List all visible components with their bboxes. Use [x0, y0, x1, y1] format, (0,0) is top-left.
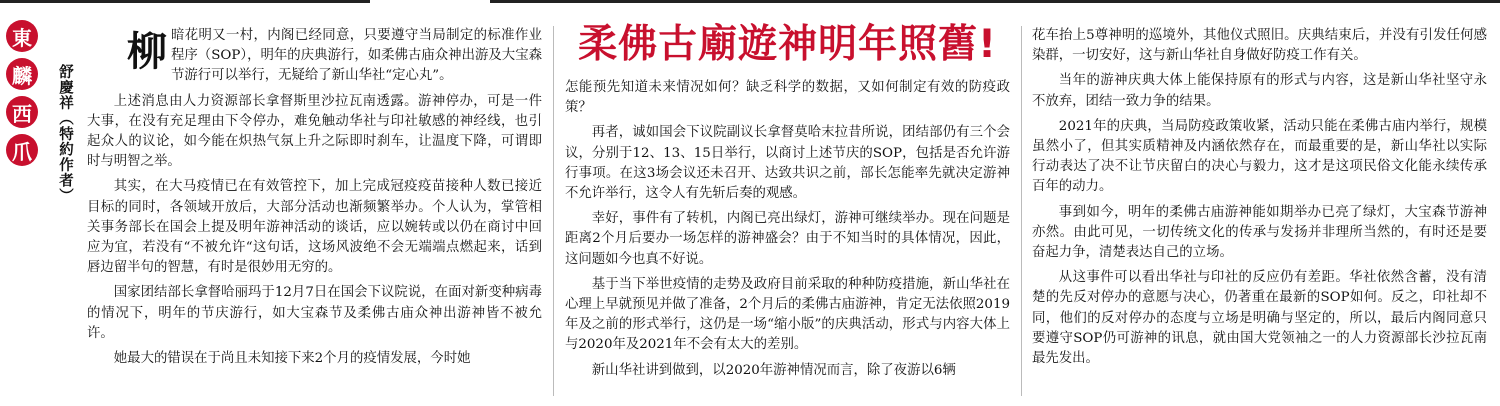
headline: 柔佛古廟遊神明年照舊! [578, 22, 997, 67]
column-name-badge [6, 20, 40, 166]
article-paragraph: 幸好，事件有了转机，内阁已亮出绿灯，游神可继续举办。现在问题是距离2个月后要办一场怎样的游神盛会？由于不知当时的具体情况，因此，这问题如今也真不好说。 [565, 211, 1010, 267]
article-paragraph: 事到如今，明年的柔佛古庙游神能如期举办已亮了绿灯，大宝森节游神亦然。由此可见，一切传统文化的传承与发扬并非理所当然的，有时还是要奋起力争，清楚表达自己的立场。 [1032, 204, 1487, 261]
article-paragraph [87, 26, 542, 87]
article-column-1 [87, 26, 542, 374]
author-byline: 舒慶祥（特約作者） [57, 64, 73, 204]
article-paragraph: 2021年的庆典，当局防疫政策收紧，活动只能在柔佛古庙内举行，规模虽然小了，但其实质精神及内涵依然存在，而最重要的是，新山华社以实际行动表达了决不让节庆留白的决心与毅力，这才是这项民俗文化能永续传承百年的动力。 [1032, 118, 1487, 195]
article-paragraph: 国家团结部长拿督哈丽玛于12月7日在国会下议院说，在面对新变种病毒的情况下，明年的节庆游行，如大宝森节及柔佛古庙众神出游神皆不被允许。 [87, 285, 542, 341]
column-name-char: 東 [6, 20, 38, 52]
column-name-char: 爪 [6, 134, 38, 166]
article-paragraph: 当年的游神庆典大体上能保持原有的形式与内容，这是新山华社坚守永不放弃，团结一致力争的结果。 [1032, 73, 1487, 109]
top-rule-gap [370, 0, 490, 3]
article-paragraph: 再者，诚如国会下议院副议长拿督莫哈末拉昔所说，团结部仍有三个会议，分别于12、13、15日举行，以商讨上述节庆的SOP，包括是否允许游行事项。在这3场会议还未召开、达致共识之前，部长怎能率先就决定游神不允许举行，这令人有先斩后奏的观感。 [565, 125, 1010, 202]
column-name-char: 西 [6, 96, 38, 128]
article-paragraph: 上述消息由人力资源部长拿督斯里沙拉瓦南透露。游神停办，可是一件大事，在没有充足理由下令停办，难免触动华社与印社敏感的神经线，也引起众人的议论，如今能在炽热气氛上升之际即时刹车，让温度下降，可谓即时与明智之举。 [87, 93, 542, 170]
article-paragraph: 她最大的错误在于尚且未知接下来2个月的疫情发展，今时她 [113, 351, 471, 367]
article-paragraph: 从这事件可以看出华社与印社的反应仍有差距。华社依然含蓄，没有清楚的先反对停办的意愿与决心，仍著重在最新的SOP如何。反之，印社却不同，他们的反对停办的态度与立场是明确与坚定的，所以，最后内阁同意只要遵守SOP仍可游神的讯息，就由国大党领袖之一的人力资源部长沙拉瓦南最先发出。 [1032, 270, 1487, 367]
article-paragraph: 其实，在大马疫情已在有效管控下，加上完成冠疫疫苗接种人数已接近目标的同时，各领域开放后，大部分活动也渐频繁举办。个人认为，掌管相关事务部长在国会上提及明年游神活动的谈话，应以婉转或以仍在商讨中回应为宜，若没有“不被允许“这句话，这场风波绝不会无端端点燃起来，话到唇边留半句的智慧，有时是很妙用无穷的。 [87, 179, 542, 276]
drop-cap: 柳 [127, 28, 167, 75]
article-column-2 [565, 78, 1010, 386]
article-column-3 [1032, 26, 1487, 374]
article-paragraph: 基于当下举世疫情的走势及政府目前采取的种种防疫措施，新山华社在心理上早就预见并做了准备，2个月后的柔佛古庙游神，肯定无法依照2019年及之前的形式举行，这仍是一场“缩小版”的庆典活动，形式与内容大体上与2020年及2021年不会有太大的差别。 [565, 276, 1010, 353]
column-name-char: 麟 [6, 58, 38, 90]
column-divider [553, 26, 554, 396]
column-divider [1021, 26, 1022, 396]
article-paragraph: 花车抬上5尊神明的巡境外，其他仪式照旧。庆典结束后，并没有引发任何感染群，一切安好，这与新山华社自身做好防疫工作有关。 [1032, 28, 1487, 64]
article-paragraph: 怎能预先知道未来情况如何？缺乏科学的数据，又如何制定有效的防疫政策？ [565, 80, 1010, 116]
article-paragraph: 新山华社讲到做到，以2020年游神情况而言，除了夜游以6辆 [591, 362, 956, 378]
top-rule [0, 0, 1500, 3]
paragraph-text: 暗花明又一村，内阁已经同意，只要遵守当局制定的标准作业程序（SOP），明年的庆典游行，如柔佛古庙众神出游及大宝森节游行可以举行，无疑给了新山华社“定心丸”。 [171, 28, 542, 84]
